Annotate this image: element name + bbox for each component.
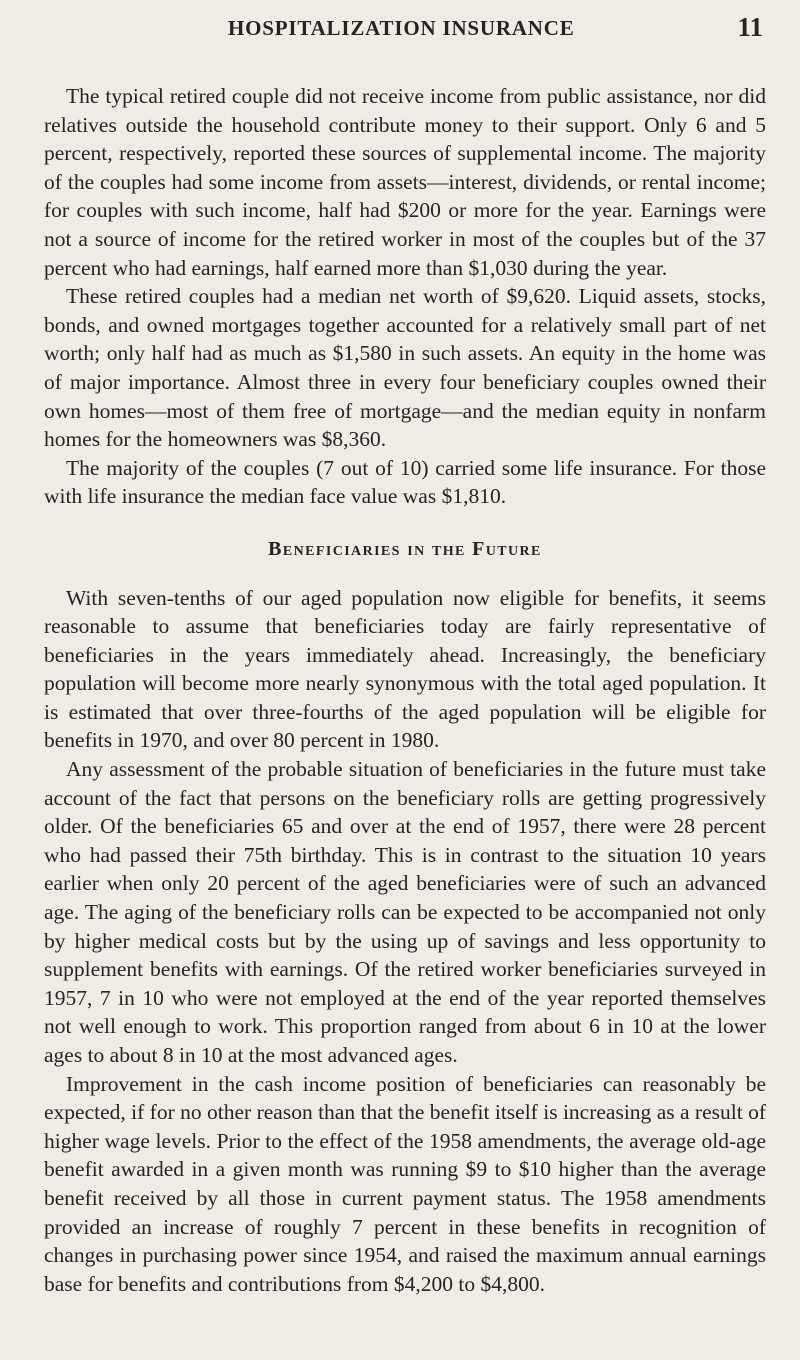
paragraph: Improvement in the cash income position of beneficiaries can reasonably be expected, if for no other reason than that the benefit itself is increasing as a result of higher wage levels. Prior to the effect of the 1958 amendments, the average old-age benefit awarded in a given month was running $9 to $10 higher than the average benefit received by all those in current payment status. The 1958 amendments provided an increase of roughly 7 percent in these benefits in recognition of changes in purchasing power since 1954, and raised the maximum annual earnings base for benefits and contributions from $4,200 to $4,800. bbox=[44, 1071, 766, 1296]
running-title: HOSPITALIZATION INSURANCE bbox=[228, 16, 575, 40]
paragraph: These retired couples had a median net worth of $9,620. Liquid assets, stocks, bonds, and owned mortgages together accounted for a relatively small part of net worth; only half had as much as $1,580 in such assets. An equity in the home was of major importance. Almost three in every four beneficiary couples owned their own homes—most of them free of mortgage—and the median equity in nonfarm homes for the homeowners was $8,360. bbox=[44, 284, 766, 452]
page-header bbox=[228, 10, 763, 50]
paragraph: The majority of the couples (7 out of 10) carried some life insurance. For those with life insurance the median face value was $1,810. bbox=[44, 455, 766, 509]
paragraph: The typical retired couple did not receive income from public assistance, nor did relatives outside the household contribute money to their support. Only 6 and 5 percent, respectively, reported these sources of supplemental income. The majority of the couples had some income from assets—interest, dividends, or rental income; for couples with such income, half had $200 or more for the year. Earnings were not a source of income for the retired worker in most of the couples but of the 37 percent who had earnings, half earned more than $1,030 during the year. bbox=[44, 84, 766, 280]
paragraph: Any assessment of the probable situation of beneficiaries in the future must take account of the fact that persons on the beneficiary rolls are getting progressively older. Of the beneficiaries 65 and over at the end of 1957, there were 28 percent who had passed their 75th birthday. This is in contrast to the situation 10 years earlier when only 20 percent of the aged beneficiaries were of such an advanced age. The aging of the beneficiary rolls can be expected to be accompanied not only by higher medical costs but by the using up of savings and less opportunity to supplement benefits with earnings. Of the retired worker beneficiaries surveyed in 1957, 7 in 10 who were not employed at the end of the year reported themselves not well enough to work. This proportion ranged from about 6 in 10 at the lower ages to about 8 in 10 at the most advanced ages. bbox=[44, 757, 766, 1067]
document-body bbox=[44, 82, 766, 1298]
section-heading: Beneficiaries in the Future bbox=[268, 537, 542, 560]
page-number: 11 bbox=[737, 12, 763, 42]
paragraph: With seven-tenths of our aged population now eligible for benefits, it seems reasonable to assume that beneficiaries today are fairly representative of beneficiaries in the years immediately ahead. Increasingly, the beneficiary population will become more nearly synonymous with the total aged population. It is estimated that over three-fourths of the aged population will be eligible for benefits in 1970, and over 80 percent in 1980. bbox=[44, 585, 766, 753]
